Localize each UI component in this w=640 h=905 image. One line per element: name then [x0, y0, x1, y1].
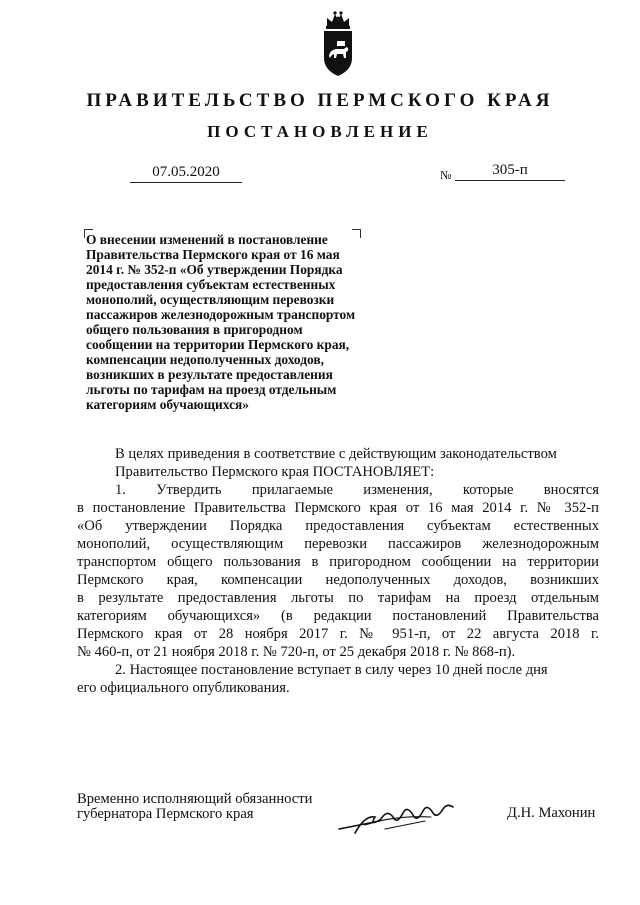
body-line: № 460-п, от 21 ноября 2018 г. № 720-п, от 25 декабря 2018 г. № 868-п). [77, 644, 516, 660]
body-line: Пермского края от 28 ноября 2017 г. № 951-п, от 22 августа 2018 г. [77, 626, 599, 642]
subject-line: предоставления субъектам естественных [86, 277, 336, 292]
body-line: «Об утверждении Порядка предоставления субъектам естественных [77, 518, 599, 534]
subject-line: Правительства Пермского края от 16 мая [86, 247, 340, 262]
subject-line: монополий, осуществляющим перевозки [86, 292, 335, 307]
subject-line: льготы по тарифам на проезд отдельным [86, 382, 337, 397]
body-line: Правительство Пермского края ПОСТАНОВЛЯЕТ: [115, 464, 435, 480]
body-line: в постановление Правительства Пермского края от 16 мая 2014 г. № 352-п [77, 500, 599, 516]
signer-title [77, 792, 312, 822]
document-date: 07.05.2020 [130, 164, 242, 183]
subject-line: общего пользования в пригородном [86, 322, 303, 337]
coat-of-arms-icon [318, 10, 358, 80]
number-mark: № [440, 168, 452, 182]
subject-line: сообщении на территории Пермского края, [86, 337, 350, 352]
signature-icon [335, 795, 460, 840]
subject-line: компенсации недополученных доходов, [86, 352, 324, 367]
subject-line: 2014 г. № 352-п «Об утверждении Порядка [86, 262, 343, 277]
body-line: монополий, осуществляющим перевозки пассажиров железнодорожным [77, 536, 599, 552]
body-line: категориям обучающихся» (в редакции постановлений Правительства [77, 608, 599, 624]
subject-line: категориям обучающихся» [86, 397, 249, 412]
subject-line: пассажиров железнодорожным транспортом [86, 307, 356, 322]
document-subject [86, 232, 386, 412]
signer-name: Д.Н. Махонин [507, 805, 596, 821]
subject-line: возникших в результате предоставления [86, 367, 333, 382]
body-line: в результате предоставления льготы по тарифам на проезд отдельным [77, 590, 599, 606]
signer-title-line: Временно исполняющий обязанности [77, 791, 313, 807]
body-line: В целях приведения в соответствие с действующим законодательством [115, 446, 557, 462]
signer-title-line: губернатора Пермского края [77, 806, 254, 822]
document-body [77, 445, 599, 697]
body-line: Пермского края, компенсации недополученных доходов, возникших [77, 572, 599, 588]
document-number: 305-п [455, 162, 565, 181]
subject-line: О внесении изменений в постановление [86, 232, 328, 247]
body-line: 2. Настоящее постановление вступает в силу через 10 дней после дня [115, 662, 548, 678]
document-type: ПОСТАНОВЛЕНИЕ [207, 122, 433, 141]
organization-title: ПРАВИТЕЛЬСТВО ПЕРМСКОГО КРАЯ [86, 90, 554, 111]
body-line: его официального опубликования. [77, 680, 290, 696]
body-line: 1. Утвердить прилагаемые изменения, которые вносятся [115, 482, 599, 498]
body-line: транспортом общего пользования в пригородном сообщении на территории [77, 554, 599, 570]
